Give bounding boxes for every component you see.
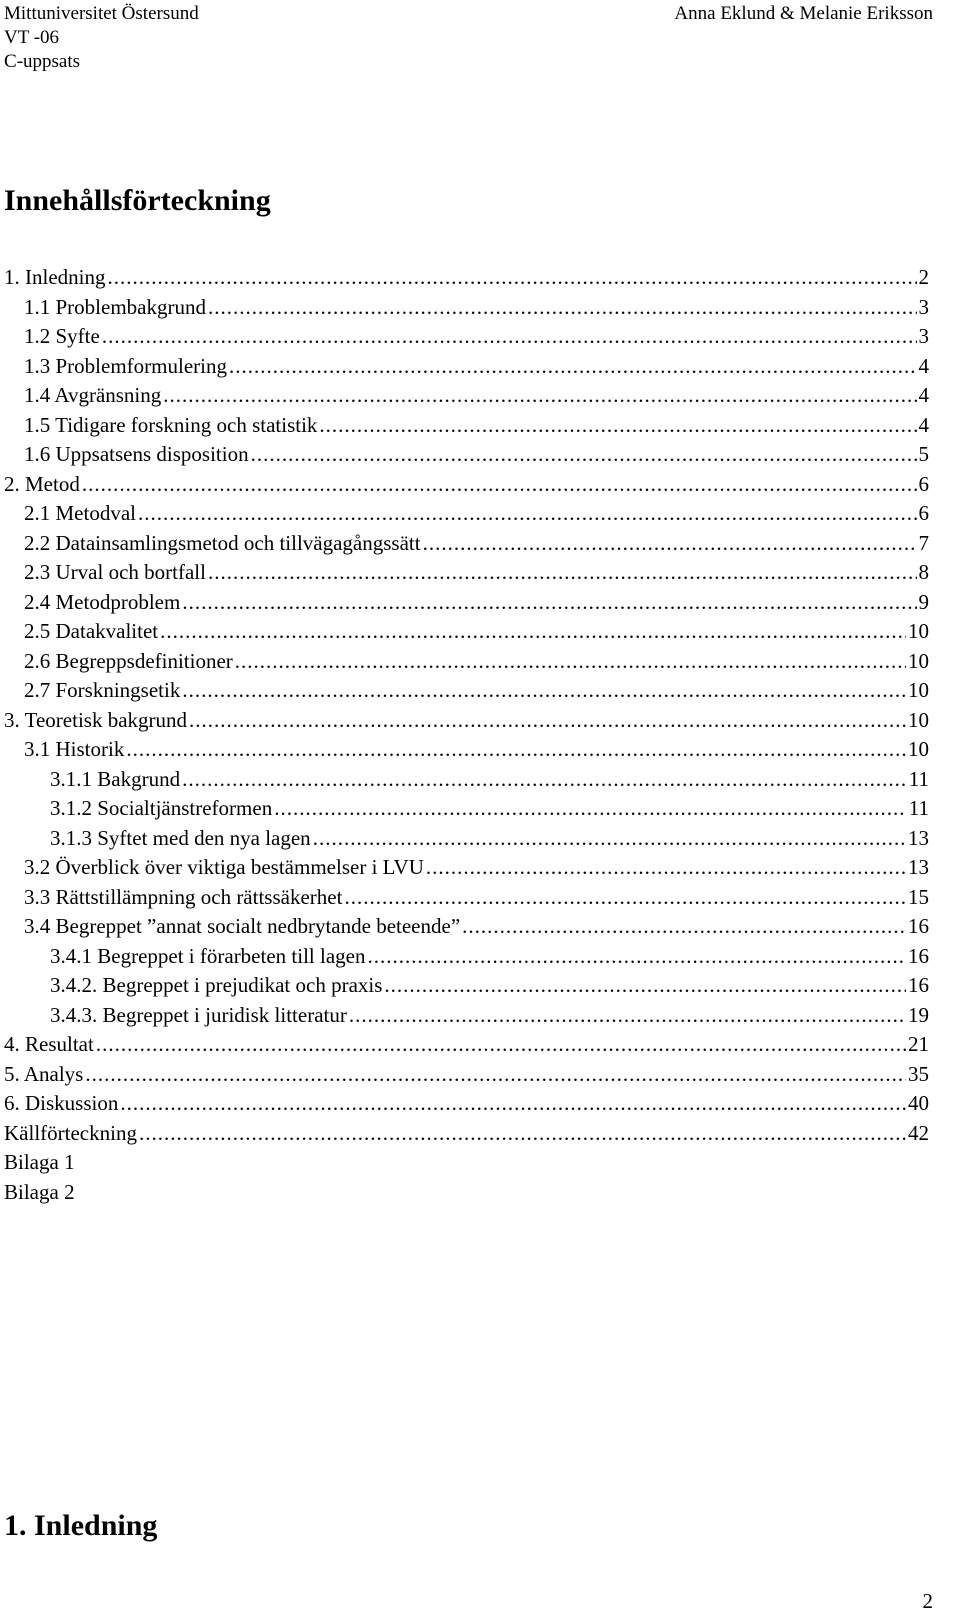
toc-entry[interactable] (4, 293, 929, 323)
page-number: 2 (922, 1589, 933, 1613)
toc-entry-leader (189, 706, 906, 736)
toc-entry-leader (182, 588, 916, 618)
toc-entry-label: 1.6 Uppsatsens disposition (24, 442, 249, 466)
toc-entry-label: 1.2 Syfte (24, 324, 100, 348)
toc-entry-label: 2. Metod (4, 471, 80, 496)
toc-entry-label: 3. Teoretisk bakgrund (4, 707, 188, 732)
toc-entry[interactable] (4, 942, 929, 972)
toc-entry-leader (96, 1030, 906, 1060)
toc-entry-page: 10 (908, 678, 929, 702)
toc-entry-leader (319, 411, 916, 441)
toc-entry-page: 19 (908, 1002, 929, 1027)
toc-entry-label: 6. Diskussion (4, 1091, 119, 1115)
toc-entry-leader (426, 853, 906, 883)
toc-entry-leader (274, 794, 907, 824)
toc-entry-page: 3 (918, 324, 929, 348)
toc-entry[interactable] (4, 1089, 929, 1119)
toc-entry-page: 16 (908, 943, 929, 968)
header-term: VT -06 (4, 27, 60, 48)
toc-entry-label: 2.4 Metodproblem (24, 589, 181, 614)
toc-entry-label: 2.3 Urval och bortfall (24, 560, 206, 584)
toc-entry-page: 35 (908, 1061, 929, 1086)
toc-entry-label: 3.4 Begreppet ”annat socialt nedbrytande beteende” (24, 914, 461, 938)
toc-entry-leader (160, 617, 906, 647)
toc-entry-page: 9 (918, 589, 929, 614)
toc-entry-page: 11 (908, 796, 929, 820)
toc-entry[interactable] (4, 647, 929, 677)
toc-entry-label: 3.4.3. Begreppet i juridisk litteratur (50, 1002, 347, 1027)
toc-entry-page: 21 (908, 1032, 929, 1056)
toc-entry[interactable] (4, 794, 929, 824)
toc-entry-label: 2.1 Metodval (24, 501, 136, 525)
toc-entry[interactable] (4, 617, 929, 647)
toc-entry-leader (313, 824, 906, 854)
toc-entry[interactable] (4, 470, 929, 500)
toc-entry-leader (139, 1119, 906, 1149)
toc-entry-label: 3.1.1 Bakgrund (50, 766, 181, 791)
toc-entry[interactable] (4, 706, 929, 736)
toc-entry-page: 13 (908, 855, 929, 879)
toc-entry-leader (367, 942, 906, 972)
toc-entry-page: 10 (908, 737, 929, 761)
toc-entry-label: 3.1.2 Socialtjänstreformen (50, 796, 273, 820)
toc-entry-page: 40 (908, 1091, 929, 1115)
toc-entry-page: 10 (908, 619, 929, 643)
toc-entry-page: 42 (908, 1120, 929, 1145)
toc-entry[interactable] (4, 352, 929, 382)
toc-entry-leader (229, 352, 917, 382)
toc-entry-leader (384, 971, 906, 1001)
toc-entry-leader (423, 529, 917, 559)
toc-entry[interactable] (4, 971, 929, 1001)
toc-entry-label: 3.4.1 Begreppet i förarbeten till lagen (50, 943, 366, 968)
toc-entry[interactable] (4, 824, 929, 854)
toc-entry[interactable] (4, 1030, 929, 1060)
toc-entry-page: 6 (918, 471, 929, 496)
toc-entry[interactable] (4, 853, 929, 883)
toc-entry-leader (344, 883, 906, 913)
toc-entry-leader (349, 1001, 906, 1031)
toc-entry-label: 1.1 Problembakgrund (24, 294, 206, 319)
toc-entry-leader (462, 912, 906, 942)
toc-entry[interactable] (4, 1178, 929, 1208)
table-of-contents (4, 263, 929, 1207)
toc-entry-page: 11 (908, 766, 929, 791)
toc-entry-leader (251, 440, 917, 470)
toc-entry[interactable] (4, 499, 929, 529)
toc-entry-leader (182, 676, 906, 706)
toc-entry[interactable] (4, 1148, 929, 1178)
toc-entry-page: 15 (908, 884, 929, 909)
toc-entry-page: 8 (918, 560, 929, 584)
toc-entry-label: 3.2 Överblick över viktiga bestämmelser i LVU (24, 855, 424, 879)
toc-entry-leader (208, 558, 917, 588)
toc-entry-label: 3.3 Rättstillämpning och rättssäkerhet (24, 884, 343, 909)
toc-entry-label: 2.5 Datakvalitet (24, 619, 159, 643)
toc-entry[interactable] (4, 735, 929, 765)
toc-entry-label: 2.2 Datainsamlingsmetod och tillvägagångssätt (24, 530, 421, 555)
toc-entry[interactable] (4, 558, 929, 588)
toc-entry-page: 10 (908, 648, 929, 673)
toc-entry-page: 13 (908, 825, 929, 850)
toc-entry[interactable] (4, 411, 929, 441)
toc-entry-label: 1. Inledning (4, 265, 106, 289)
toc-entry-leader (182, 765, 907, 795)
toc-entry-label: Källförteckning (4, 1120, 137, 1145)
toc-entry-label: 1.5 Tidigare forskning och statistik (24, 412, 318, 437)
toc-entry[interactable] (4, 440, 929, 470)
section-heading: 1. Inledning (4, 1509, 158, 1542)
toc-entry-label: 4. Resultat (4, 1032, 94, 1056)
toc-entry-leader (107, 263, 916, 293)
toc-entry-label: 3.1 Historik (24, 737, 125, 761)
toc-entry-page: 6 (918, 501, 929, 525)
toc-entry-label: 3.1.3 Syftet med den nya lagen (50, 825, 311, 850)
header-left (4, 2, 199, 74)
toc-entry-label: 1.4 Avgränsning (24, 383, 162, 407)
toc-entry[interactable] (4, 529, 929, 559)
toc-entry-label: 5. Analys (4, 1061, 84, 1086)
toc-entry-page: 3 (918, 294, 929, 319)
toc-entry-page: 5 (918, 442, 929, 466)
header-university: Mittuniversitet Östersund (4, 3, 199, 24)
toc-entry-leader (82, 470, 917, 500)
toc-entry-page: 16 (908, 973, 929, 997)
toc-entry-leader (85, 1060, 906, 1090)
toc-entry-leader (120, 1089, 906, 1119)
toc-entry-leader (138, 499, 917, 529)
toc-entry-page: 4 (918, 412, 929, 437)
toc-entry-page: 2 (918, 265, 929, 289)
toc-entry[interactable] (4, 1060, 929, 1090)
toc-entry[interactable] (4, 588, 929, 618)
toc-entry-label: 3.4.2. Begreppet i prejudikat och praxis (50, 973, 383, 997)
toc-entry-label: 1.3 Problemformulering (24, 353, 227, 378)
toc-entry-label: 2.6 Begreppsdefinitioner (24, 648, 233, 673)
header-paper-type: C-uppsats (4, 51, 80, 72)
toc-entry[interactable] (4, 912, 929, 942)
toc-entry-page: 10 (908, 707, 929, 732)
toc-entry-leader (163, 381, 916, 411)
toc-entry[interactable] (4, 1001, 929, 1031)
header-authors: Anna Eklund & Melanie Eriksson (674, 3, 933, 24)
toc-entry[interactable] (4, 381, 929, 411)
toc-entry[interactable] (4, 263, 929, 293)
toc-entry-page: 4 (918, 383, 929, 407)
toc-entry-page: 7 (918, 530, 929, 555)
toc-entry[interactable] (4, 883, 929, 913)
toc-entry[interactable] (4, 765, 929, 795)
toc-title: Innehållsförteckning (4, 184, 271, 217)
toc-entry-leader (208, 293, 917, 323)
toc-entry[interactable] (4, 676, 929, 706)
toc-entry-label: 2.7 Forskningsetik (24, 678, 181, 702)
toc-entry-leader (102, 322, 917, 352)
toc-entry-label: Bilaga 2 (4, 1179, 75, 1204)
toc-entry-page: 16 (908, 914, 929, 938)
toc-entry-leader (235, 647, 906, 677)
toc-entry-leader (126, 735, 906, 765)
toc-entry[interactable] (4, 322, 929, 352)
toc-entry[interactable] (4, 1119, 929, 1149)
toc-entry-page: 4 (918, 353, 929, 378)
toc-entry-label: Bilaga 1 (4, 1150, 75, 1174)
